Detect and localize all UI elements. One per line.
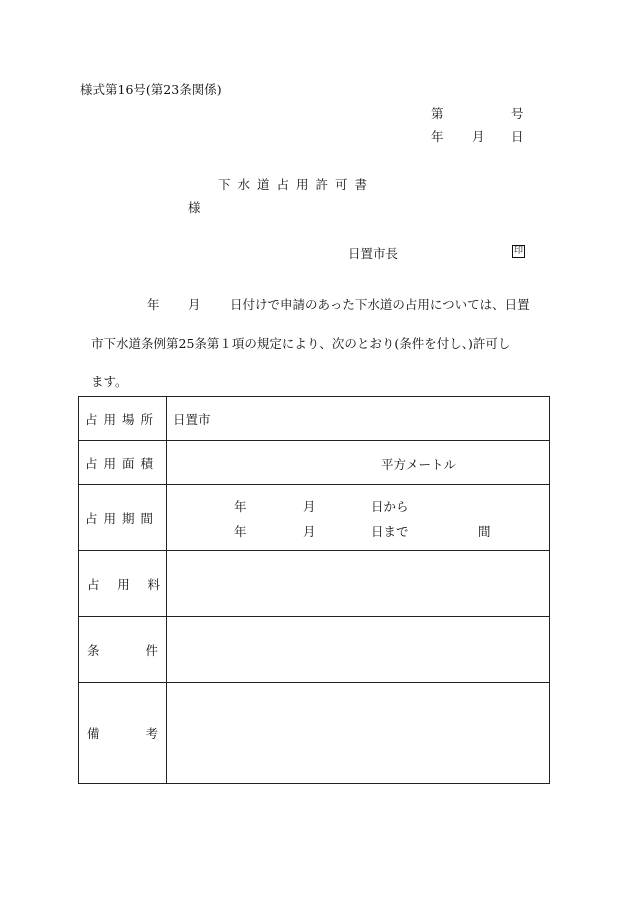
area-unit: 平方メートル (381, 457, 457, 472)
period-to-year: 年 (234, 524, 247, 539)
table-row (79, 441, 550, 485)
fee-label-char: 用 (117, 576, 130, 592)
fee-value-cell (167, 551, 550, 617)
fee-label (79, 575, 166, 593)
period-from-year: 年 (234, 499, 247, 514)
fee-label-char: 占 (87, 576, 100, 592)
conditions-label-char: 条 (87, 642, 100, 658)
period-value-cell (167, 485, 550, 551)
location-value: 日置市 (173, 411, 211, 427)
period-to-month: 月 (303, 524, 316, 539)
table-row (79, 617, 550, 683)
remarks-label-char: 備 (87, 726, 100, 741)
conditions-label-cell (79, 617, 167, 683)
table-row (79, 551, 550, 617)
period-duration: 間 (478, 524, 491, 539)
document-number-suffix: 号 (511, 106, 524, 121)
body-line1-text: 日付けで申請のあった下水道の占用については、日置 (230, 297, 530, 312)
body-line1-month: 月 (188, 297, 201, 312)
location-value-cell (167, 397, 550, 441)
area-value-cell (167, 441, 550, 485)
period-to-day: 日まで (371, 524, 409, 539)
table-row (79, 683, 550, 784)
period-from-month: 月 (303, 499, 316, 514)
area-label: 占用面積 (85, 455, 160, 471)
fee-label-cell (79, 551, 167, 617)
remarks-label-cell (79, 683, 167, 784)
remarks-value-cell (167, 683, 550, 784)
permit-details-table (78, 396, 550, 784)
conditions-label-char: 件 (145, 642, 158, 658)
period-from-day: 日から (371, 499, 409, 514)
location-label: 占用場所 (85, 411, 160, 427)
seal-mark: 印 (513, 246, 523, 256)
issue-date-day: 日 (511, 129, 524, 144)
fee-label-char: 料 (147, 576, 160, 592)
area-label-cell (79, 441, 167, 485)
conditions-value-cell (167, 617, 550, 683)
issue-date-year: 年 (431, 129, 444, 144)
table-row (79, 485, 550, 551)
body-line2-text: 市下水道条例第25条第１項の規定により、次のとおり(条件を付し、)許可し (91, 336, 511, 351)
period-label-cell (79, 485, 167, 551)
remarks-label-char: 考 (145, 726, 158, 741)
table-row (79, 397, 550, 441)
body-line3-text: ます。 (91, 374, 128, 389)
conditions-label (79, 641, 166, 659)
addressee-suffix: 様 (188, 200, 201, 215)
body-line1-year: 年 (147, 297, 160, 312)
issue-date-month: 月 (472, 129, 485, 144)
document-number-prefix: 第 (431, 106, 444, 121)
form-number: 様式第16号(第23条関係) (80, 82, 222, 97)
issuer-name: 日置市長 (348, 246, 399, 261)
location-label-cell (79, 397, 167, 441)
remarks-label (79, 724, 166, 742)
period-label: 占用期間 (85, 510, 160, 526)
document-title: 下水道占用許可書 (218, 177, 375, 192)
